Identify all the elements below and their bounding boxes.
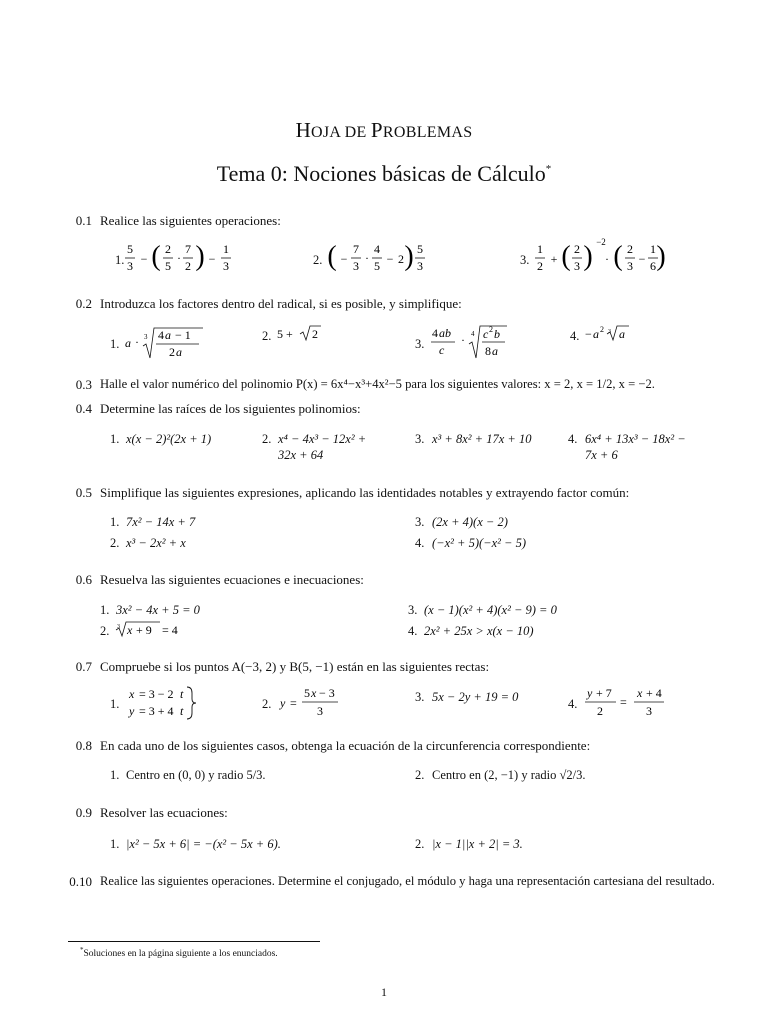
- svg-text:4: 4: [158, 328, 164, 342]
- inequation: 2x² + 25x > x(x − 10): [424, 624, 534, 638]
- svg-text:3: 3: [574, 259, 580, 273]
- expr-0-2-2: [275, 322, 325, 344]
- polynomial-cont: 32x + 64: [278, 448, 324, 462]
- problem-statement: Halle el valor numérico del polinomio P(x) = 6x⁴−x³+4x²−5 para los siguientes valores: x = 2, x = 1/2, x = −2.: [100, 377, 655, 391]
- item-number: 2.: [262, 329, 272, 343]
- svg-text:3: 3: [127, 259, 133, 273]
- item-number: 2.: [415, 837, 425, 851]
- problem-statement: Determine las raíces de los siguientes polinomios:: [100, 401, 361, 416]
- svg-text:+ 4: + 4: [646, 686, 662, 700]
- svg-text:= 3 + 4: = 3 + 4: [139, 704, 174, 718]
- problem-number: 0.6: [75, 572, 92, 587]
- item-number: 1.: [110, 432, 120, 446]
- problem-statement: Introduzca los factores dentro del radical, si es posible, y simplifique:: [100, 296, 462, 311]
- svg-text:·: ·: [365, 251, 369, 265]
- svg-text:4: 4: [432, 326, 438, 340]
- svg-text:2: 2: [185, 259, 191, 273]
- expression: (−x² + 5)(−x² − 5): [432, 536, 526, 550]
- equation: 3x² − 4x + 5 = 0: [116, 603, 200, 617]
- polynomial-cont: 7x + 6: [585, 448, 618, 462]
- svg-text:2: 2: [398, 252, 404, 266]
- svg-text:− 3: − 3: [319, 686, 335, 700]
- title-part-2: ROBLEMAS: [382, 124, 473, 141]
- svg-text:·: ·: [177, 251, 181, 265]
- expr-0-1-1: [124, 238, 234, 280]
- expression: (2x + 4)(x − 2): [432, 515, 508, 529]
- svg-text:c: c: [483, 327, 489, 341]
- polynomial: x⁴ − 4x³ − 12x² +: [278, 432, 367, 446]
- svg-text:3: 3: [353, 259, 359, 273]
- problem-statement: Simplifique las siguientes expresiones, aplicando las identidades notables y extrayendo factor común:: [100, 485, 630, 500]
- expr-0-7-1: [125, 684, 200, 722]
- svg-text:8: 8: [485, 344, 491, 358]
- footnote-text: Soluciones en la página siguiente a los enunciados.: [83, 949, 278, 960]
- title-initial: H: [295, 118, 312, 142]
- page-title: [0, 118, 768, 143]
- item-number: 2.: [262, 697, 272, 711]
- svg-text:5: 5: [165, 259, 171, 273]
- svg-text:a: a: [492, 344, 498, 358]
- svg-text:a: a: [165, 328, 171, 342]
- svg-text:t: t: [180, 704, 184, 718]
- item-number: 1.: [110, 697, 120, 711]
- item-number: 1.: [110, 515, 120, 529]
- page-number: 1: [381, 985, 387, 999]
- polynomial: x³ + 8x² + 17x + 10: [432, 432, 532, 446]
- item-number: 1.: [110, 337, 120, 351]
- svg-text:=: =: [290, 696, 297, 710]
- item-number: 3.: [408, 603, 418, 617]
- svg-text:2: 2: [489, 325, 493, 334]
- problem-statement: Realice las siguientes operaciones:: [100, 213, 281, 228]
- svg-text:5: 5: [304, 686, 310, 700]
- footnote: [80, 946, 278, 959]
- svg-text:3: 3: [317, 704, 323, 718]
- subtitle-text: Tema 0: Nociones básicas de Cálculo: [216, 161, 546, 186]
- item-number: 2.: [262, 432, 272, 446]
- svg-text:a: a: [125, 336, 131, 350]
- item-number: 4.: [415, 536, 425, 550]
- svg-text:7: 7: [185, 242, 191, 256]
- svg-text:−: −: [638, 252, 646, 266]
- footnote-mark: *: [80, 946, 84, 954]
- page-subtitle: [0, 161, 768, 187]
- svg-text:(: (: [151, 241, 161, 272]
- expr-0-7-4: [582, 684, 667, 722]
- svg-text:+ 9: + 9: [136, 623, 152, 637]
- item-number: 1.: [100, 603, 110, 617]
- expression: x³ − 2x² + x: [126, 536, 186, 550]
- problem-number: 0.7: [75, 659, 92, 674]
- problem-statement: Compruebe si los puntos A(−3, 2) y B(5, −1) están en las siguientes rectas:: [100, 659, 490, 674]
- problem-statement: Resuelva las siguientes ecuaciones e inecuaciones:: [100, 572, 364, 587]
- svg-text:4: 4: [471, 330, 475, 338]
- svg-text:ab: ab: [439, 326, 451, 340]
- svg-text:y: y: [587, 686, 593, 700]
- svg-text:3: 3: [627, 259, 633, 273]
- svg-text:5: 5: [374, 259, 380, 273]
- svg-text:c: c: [439, 343, 445, 357]
- item-number: 3.: [520, 253, 530, 267]
- problem-statement: En cada uno de los siguientes casos, obtenga la ecuación de la circunferencia correspondiente:: [100, 738, 591, 753]
- title-initial-p: P: [370, 118, 383, 142]
- svg-text:a: a: [176, 345, 182, 359]
- item-number: 2.: [313, 253, 323, 267]
- expr-0-7-2: [276, 684, 346, 722]
- svg-text:−: −: [208, 252, 216, 266]
- svg-text:x: x: [637, 686, 643, 700]
- item-number: 2.: [100, 624, 110, 638]
- problem-number: 0.2: [75, 296, 92, 311]
- item-number: 1.: [115, 253, 125, 267]
- svg-text:1: 1: [223, 242, 229, 256]
- equation: |x² − 5x + 6| = −(x² − 5x + 6).: [126, 837, 281, 851]
- svg-text:): ): [583, 241, 593, 272]
- problem-statement: Resolver las ecuaciones:: [100, 805, 228, 820]
- svg-text:2: 2: [574, 242, 580, 256]
- svg-text:5: 5: [127, 242, 133, 256]
- equation: |x − 1||x + 2| = 3.: [432, 837, 523, 851]
- svg-text:·: ·: [605, 252, 609, 266]
- svg-text:=: =: [620, 695, 627, 709]
- svg-text:(: (: [327, 241, 337, 272]
- svg-text:7: 7: [353, 242, 359, 256]
- item-number: 3.: [415, 432, 425, 446]
- problem-statement: Realice las siguientes operaciones. Determine el conjugado, el módulo y haga una representación cartesiana del resultado.: [100, 874, 715, 888]
- problem-number: 0.5: [75, 485, 92, 500]
- svg-text:2: 2: [597, 704, 603, 718]
- expr-0-2-4: [583, 322, 643, 344]
- svg-text:(: (: [613, 241, 623, 272]
- svg-text:2: 2: [169, 345, 175, 359]
- problem-number: 0.10: [69, 874, 92, 889]
- svg-text:2: 2: [627, 242, 633, 256]
- svg-text:= 3 − 2: = 3 − 2: [139, 687, 174, 701]
- svg-text:a: a: [593, 327, 599, 341]
- svg-text:−: −: [140, 252, 148, 266]
- svg-text:−: −: [386, 252, 394, 266]
- expression: 7x² − 14x + 7: [126, 515, 196, 529]
- item-number: 3.: [415, 337, 425, 351]
- svg-text:6: 6: [650, 259, 656, 273]
- expr-0-6-2: [114, 619, 184, 641]
- svg-text:2: 2: [600, 325, 604, 334]
- problem-number: 0.4: [75, 401, 92, 416]
- svg-text:4: 4: [374, 242, 380, 256]
- svg-text:3: 3: [223, 259, 229, 273]
- item-number: 2.: [110, 536, 120, 550]
- svg-text:(: (: [561, 241, 571, 272]
- item-number: 3.: [415, 690, 425, 704]
- svg-text:2: 2: [165, 242, 171, 256]
- footnote-marker: *: [545, 163, 552, 175]
- svg-text:3: 3: [417, 259, 423, 273]
- svg-text:·: ·: [461, 333, 465, 347]
- expr-0-1-3: [534, 236, 664, 280]
- svg-text:y: y: [129, 704, 135, 718]
- svg-text:3: 3: [117, 624, 120, 630]
- svg-text:+ 7: + 7: [596, 686, 612, 700]
- svg-text:): ): [195, 241, 205, 272]
- svg-text:= 4: = 4: [162, 623, 178, 637]
- problem-number: 0.3: [75, 377, 92, 392]
- svg-text:5 +: 5 +: [277, 327, 293, 341]
- svg-text:x: x: [127, 623, 133, 637]
- svg-text:3: 3: [144, 333, 148, 341]
- item-number: 1.: [110, 837, 120, 851]
- svg-text:− 1: − 1: [175, 328, 191, 342]
- expr-0-2-3: [429, 322, 511, 364]
- svg-text:a: a: [619, 327, 625, 341]
- item-number: 2.: [415, 768, 425, 782]
- svg-text:3: 3: [646, 704, 652, 718]
- item-number: 4.: [408, 624, 418, 638]
- svg-text:−2: −2: [596, 237, 606, 247]
- svg-text:t: t: [180, 687, 184, 701]
- polynomial: x(x − 2)²(2x + 1): [126, 432, 212, 446]
- svg-text:−: −: [585, 327, 592, 341]
- title-part: OJA DE: [311, 124, 371, 141]
- equation: 5x − 2y + 19 = 0: [432, 690, 519, 704]
- statement: Centro en (0, 0) y radio 5/3.: [126, 768, 266, 782]
- svg-text:3: 3: [608, 329, 611, 335]
- problem-number: 0.8: [75, 738, 92, 753]
- svg-text:2: 2: [537, 259, 543, 273]
- polynomial: 6x⁴ + 13x³ − 18x² −: [585, 432, 686, 446]
- expr-0-2-1: [123, 324, 205, 364]
- svg-text:+: +: [550, 252, 558, 266]
- svg-text:): ): [404, 241, 414, 272]
- statement: Centro en (2, −1) y radio √2/3.: [432, 768, 586, 782]
- equation: (x − 1)(x² + 4)(x² − 9) = 0: [424, 603, 557, 617]
- svg-text:−: −: [340, 252, 348, 266]
- svg-text:2: 2: [312, 327, 318, 341]
- svg-text:5: 5: [417, 242, 423, 256]
- expr-0-1-2: [327, 238, 427, 280]
- svg-text:x: x: [311, 686, 317, 700]
- svg-text:b: b: [494, 327, 500, 341]
- problem-number: 0.9: [75, 805, 92, 820]
- svg-text:1: 1: [537, 242, 543, 256]
- svg-text:y: y: [280, 696, 286, 710]
- problem-number: 0.1: [75, 213, 92, 228]
- item-number: 1.: [110, 768, 120, 782]
- item-number: 3.: [415, 515, 425, 529]
- item-number: 4.: [570, 329, 580, 343]
- item-number: 4.: [568, 432, 578, 446]
- item-number: 4.: [568, 697, 578, 711]
- svg-text:1: 1: [650, 242, 656, 256]
- svg-text:): ): [656, 241, 666, 272]
- svg-text:·: ·: [135, 335, 139, 349]
- svg-text:x: x: [129, 687, 135, 701]
- footnote-rule: [68, 941, 320, 942]
